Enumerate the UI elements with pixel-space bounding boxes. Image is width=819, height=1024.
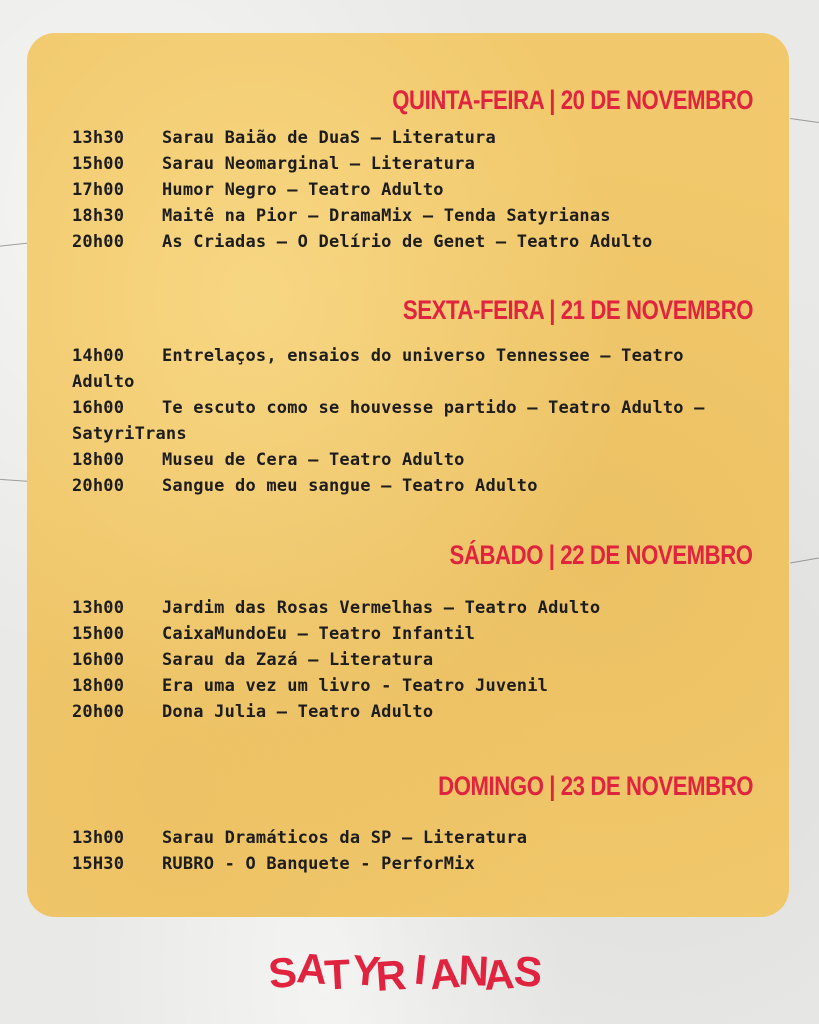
event-time: 13h00 xyxy=(72,828,125,848)
list-item xyxy=(72,203,752,229)
event-time: 14h00 xyxy=(72,346,125,366)
list-item xyxy=(72,447,752,473)
event-time: 15H30 xyxy=(72,854,125,874)
event-time: 16h00 xyxy=(72,398,125,418)
list-item xyxy=(72,825,752,851)
event-list-sunday xyxy=(72,825,752,877)
logo-letter: Y xyxy=(349,945,382,996)
list-item xyxy=(72,851,752,877)
schedule-card xyxy=(27,33,789,917)
list-item xyxy=(72,473,752,499)
wall-crack xyxy=(0,242,30,246)
satyrianas-logo-mark xyxy=(265,935,550,1009)
logo-letter: A xyxy=(481,950,516,1000)
list-item xyxy=(72,151,752,177)
list-item xyxy=(72,177,752,203)
event-title: Humor Negro – Teatro Adulto xyxy=(162,180,444,200)
event-title: Sarau Dramáticos da SP – Literatura xyxy=(162,828,528,848)
list-item xyxy=(72,595,752,621)
logo-letter: N xyxy=(456,946,490,995)
list-item xyxy=(72,673,752,699)
event-time: 18h00 xyxy=(72,676,125,696)
event-title: As Criadas – O Delírio de Genet – Teatro Adulto xyxy=(162,232,653,252)
event-time: 18h00 xyxy=(72,450,125,470)
event-title: Jardim das Rosas Vermelhas – Teatro Adulto xyxy=(162,598,601,618)
event-title: Sarau Neomarginal – Literatura xyxy=(162,154,476,174)
list-item xyxy=(72,699,752,725)
event-list-saturday xyxy=(72,595,752,725)
event-time: 15h00 xyxy=(72,624,125,644)
event-title: Maitê na Pior – DramaMix – Tenda Satyrianas xyxy=(162,206,611,226)
logo-letter: R xyxy=(373,951,408,1001)
event-time: 16h00 xyxy=(72,650,125,670)
day-title-thursday: QUINTA-FEIRA | 20 DE NOVEMBRO xyxy=(392,85,753,115)
event-list-friday xyxy=(72,343,752,499)
event-time: 20h00 xyxy=(72,476,125,496)
wall-crack xyxy=(790,557,819,563)
event-title: Era uma vez um livro - Teatro Juvenil xyxy=(162,676,549,696)
logo-letter: A xyxy=(294,944,329,994)
list-item xyxy=(72,229,752,255)
logo-letter: S xyxy=(265,947,299,998)
logo-letter: I xyxy=(411,945,429,994)
list-item xyxy=(72,621,752,647)
logo-letter: S xyxy=(511,946,544,997)
event-title: Museu de Cera – Teatro Adulto xyxy=(162,450,465,470)
event-time: 20h00 xyxy=(72,702,125,722)
day-title-friday: SEXTA-FEIRA | 21 DE NOVEMBRO xyxy=(402,295,753,325)
list-item xyxy=(72,343,752,395)
wall-crack xyxy=(790,118,819,123)
list-item xyxy=(72,647,752,673)
satyrianas-logo xyxy=(0,935,819,1013)
event-title: Te escuto como se houvesse partido – Teatro Adulto – SatyriTrans xyxy=(72,398,705,444)
event-title: Sangue do meu sangue – Teatro Adulto xyxy=(162,476,538,496)
list-item xyxy=(72,125,752,151)
event-title: CaixaMundoEu – Teatro Infantil xyxy=(162,624,476,644)
event-title: Dona Julia – Teatro Adulto xyxy=(162,702,434,722)
logo-letter: A xyxy=(427,948,462,999)
event-time: 18h30 xyxy=(72,206,125,226)
list-item xyxy=(72,395,752,447)
event-title: Sarau Baião de DuaS – Literatura xyxy=(162,128,496,148)
event-title: Sarau da Zazá – Literatura xyxy=(162,650,434,670)
event-list-thursday xyxy=(72,125,752,255)
logo-letter: T xyxy=(322,950,351,999)
day-title-saturday: SÁBADO | 22 DE NOVEMBRO xyxy=(449,540,753,570)
event-time: 15h00 xyxy=(72,154,125,174)
event-time: 17h00 xyxy=(72,180,125,200)
event-title: Entrelaços, ensaios do universo Tennessee – Teatro Adulto xyxy=(72,346,684,392)
day-title-sunday: DOMINGO | 23 DE NOVEMBRO xyxy=(438,771,753,801)
event-time: 13h00 xyxy=(72,598,125,618)
event-time: 13h30 xyxy=(72,128,125,148)
event-time: 20h00 xyxy=(72,232,125,252)
event-title: RUBRO - O Banquete - PerforMix xyxy=(162,854,476,874)
